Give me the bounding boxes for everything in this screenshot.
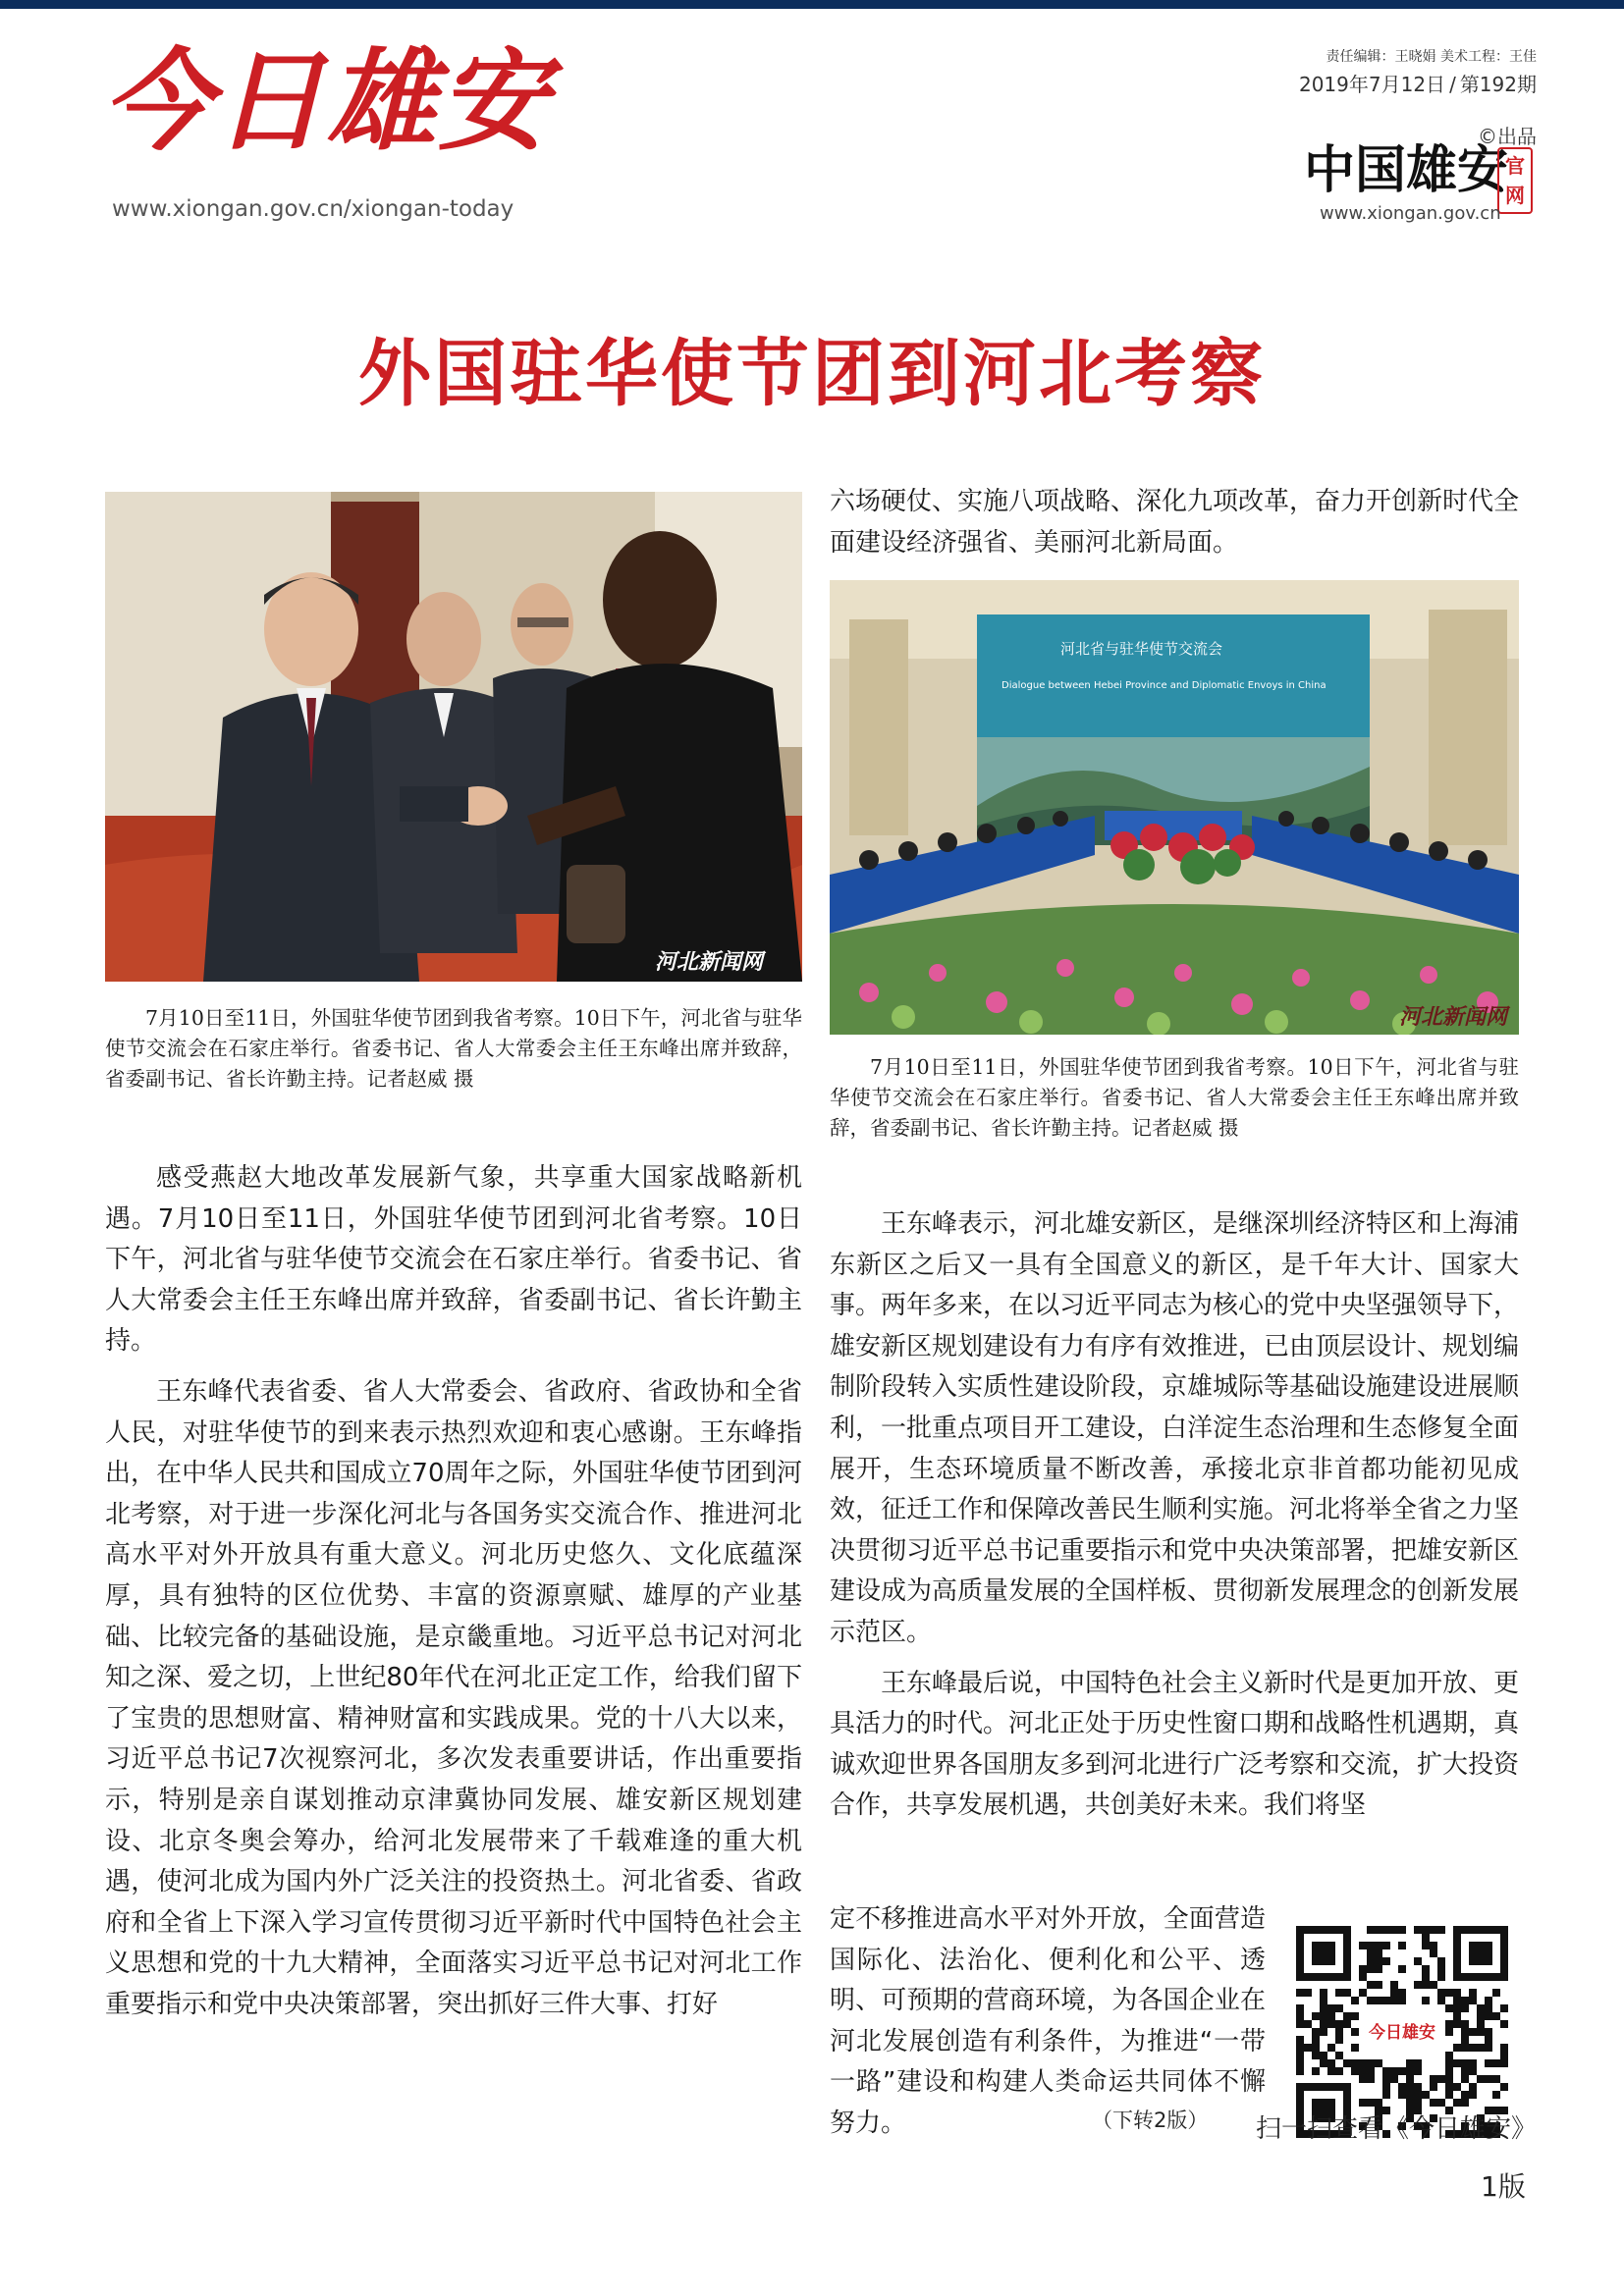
qr-module	[1398, 2091, 1406, 2099]
masthead-url[interactable]: www.xiongan.gov.cn/xiongan-today	[112, 196, 514, 222]
qr-module	[1335, 2036, 1343, 2044]
qr-module	[1296, 2012, 1304, 2020]
qr-module	[1430, 1926, 1437, 1934]
article-final-paragraph: 定不移推进高水平对外开放，全面营造国际化、法治化、便利化和公平、透明、可预期的营商环境，为各国企业在河北发展创造有利条件，为推进“一带一路”建设和构建人类命运共同体不懈努力。	[830, 1904, 1266, 2138]
qr-module	[1445, 2083, 1453, 2091]
qr-module	[1351, 2012, 1359, 2020]
article-paragraph: 王东峰最后说，中国特色社会主义新时代是更加开放、更具活力的时代。河北正处于历史性窗口期和战略性机遇期，真诚欢迎世界各国朋友多到河北进行广泛考察和交流，扩大投资合作，共享发展机遇，共创美好未来。我们将坚	[830, 1668, 1520, 1821]
qr-module	[1320, 2059, 1327, 2067]
qr-module	[1351, 1997, 1359, 2004]
qr-module	[1422, 1934, 1430, 1942]
qr-module	[1382, 1997, 1390, 2004]
qr-module	[1477, 2012, 1485, 2020]
qr-module	[1296, 1989, 1304, 1997]
qr-module	[1469, 2059, 1477, 2067]
qr-module	[1343, 2059, 1351, 2067]
qr-module	[1296, 2036, 1304, 2044]
produced-by: ©出品	[1478, 125, 1537, 148]
screen-subtitle: Dialogue between Hebei Province and Diplomatic Envoys in China	[1001, 680, 1326, 691]
qr-module	[1453, 2012, 1461, 2020]
qr-module	[1335, 2067, 1343, 2075]
qr-module	[1500, 2004, 1508, 2012]
qr-module	[1359, 2059, 1367, 2067]
qr-module	[1327, 2067, 1335, 2075]
qr-scan-label: 扫一扫查看《今日雄安》	[1256, 2114, 1538, 2144]
page-number: 1版	[1481, 2170, 1526, 2203]
qr-module	[1430, 2083, 1437, 2091]
qr-module	[1500, 2020, 1508, 2028]
qr-module	[1390, 1989, 1398, 1997]
qr-module	[1492, 1989, 1500, 1997]
qr-module	[1327, 2044, 1335, 2052]
qr-module	[1296, 2067, 1304, 2075]
qr-module	[1469, 1997, 1477, 2004]
qr-module	[1375, 1926, 1382, 1934]
qr-module	[1500, 2083, 1508, 2091]
qr-center-label: 今日雄安	[1369, 2023, 1435, 2043]
qr-module	[1382, 1926, 1390, 1934]
qr-module	[1430, 1949, 1437, 1957]
qr-module	[1485, 2044, 1492, 2052]
qr-module	[1406, 2099, 1414, 2107]
qr-module	[1430, 2099, 1437, 2107]
qr-module	[1461, 2004, 1469, 2012]
qr-module	[1430, 1942, 1437, 1949]
qr-module	[1406, 2075, 1414, 2083]
qr-module	[1477, 2004, 1485, 2012]
qr-module	[1367, 2059, 1375, 2067]
qr-module	[1359, 1973, 1367, 1981]
qr-module	[1398, 2067, 1406, 2075]
qr-module	[1296, 2020, 1304, 2028]
qr-module	[1461, 1997, 1469, 2004]
qr-module	[1375, 2059, 1382, 2067]
qr-module	[1312, 2044, 1320, 2052]
brand-seal: 官网	[1497, 147, 1533, 214]
qr-module	[1461, 2044, 1469, 2052]
qr-module	[1327, 2059, 1335, 2067]
qr-module	[1414, 1957, 1422, 1965]
qr-module	[1477, 2044, 1485, 2052]
qr-module	[1437, 1973, 1445, 1981]
qr-module	[1335, 2052, 1343, 2059]
qr-module	[1422, 2091, 1430, 2099]
qr-module	[1414, 1981, 1422, 1989]
qr-module	[1351, 2028, 1359, 2036]
brand-url[interactable]: www.xiongan.gov.cn	[1320, 203, 1501, 224]
qr-code[interactable]	[1296, 1926, 1508, 2138]
qr-module	[1398, 1942, 1406, 1949]
qr-module	[1382, 2067, 1390, 2075]
qr-module	[1461, 2036, 1469, 2044]
qr-module	[1312, 2012, 1320, 2020]
article-continuation-top: 六场硬仗、实施八项战略、深化九项改革，奋力开创新时代全面建设经济强省、美丽河北新局面。	[830, 487, 1520, 558]
qr-module	[1469, 2091, 1477, 2099]
qr-module	[1406, 2091, 1414, 2099]
qr-module	[1367, 2099, 1375, 2107]
qr-module	[1485, 2028, 1492, 2036]
qr-module	[1390, 1926, 1398, 1934]
qr-module	[1445, 1989, 1453, 1997]
qr-module	[1398, 1965, 1406, 1973]
qr-module	[1461, 2067, 1469, 2075]
qr-module	[1335, 2004, 1343, 2012]
qr-module	[1390, 1997, 1398, 2004]
qr-module	[1304, 1989, 1312, 1997]
qr-module	[1375, 1997, 1382, 2004]
qr-module	[1414, 1926, 1422, 1934]
qr-module	[1461, 2059, 1469, 2067]
qr-module	[1469, 1989, 1477, 1997]
qr-module	[1445, 2067, 1453, 2075]
qr-module	[1437, 1997, 1445, 2004]
screen-title: 河北省与驻华使节交流会	[1060, 640, 1223, 658]
qr-module	[1469, 2083, 1477, 2091]
qr-module	[1430, 1981, 1437, 1989]
qr-module	[1485, 2075, 1492, 2083]
qr-module	[1422, 1997, 1430, 2004]
qr-module	[1375, 1981, 1382, 1989]
qr-module	[1343, 2012, 1351, 2020]
qr-module	[1382, 2083, 1390, 2091]
qr-module	[1414, 2067, 1422, 2075]
qr-module	[1375, 1949, 1382, 1957]
qr-module	[1343, 1989, 1351, 1997]
qr-module	[1359, 1989, 1367, 1997]
qr-module	[1445, 2059, 1453, 2067]
qr-module	[1492, 2059, 1500, 2067]
qr-module	[1485, 1997, 1492, 2004]
issue-number: 第192期	[1459, 73, 1537, 96]
photo-handshake	[105, 492, 802, 982]
qr-code-graphic	[1296, 1926, 1508, 2138]
article-right-column	[830, 1204, 1519, 1837]
qr-module	[1359, 1965, 1367, 1973]
qr-module	[1461, 2091, 1469, 2099]
qr-module	[1477, 2020, 1485, 2028]
qr-module	[1437, 1957, 1445, 1965]
qr-module	[1351, 2059, 1359, 2067]
issue-date: 2019年7月12日	[1298, 73, 1446, 96]
qr-module	[1367, 1942, 1375, 1949]
article-left-column	[105, 1158, 802, 2035]
qr-module	[1375, 1957, 1382, 1965]
qr-module	[1453, 2044, 1461, 2052]
qr-module	[1367, 1926, 1375, 1934]
qr-module	[1351, 2044, 1359, 2052]
qr-module	[1445, 2004, 1453, 2012]
qr-module	[1327, 2012, 1335, 2020]
qr-module	[1500, 2052, 1508, 2059]
qr-module	[1398, 2083, 1406, 2091]
qr-module	[1422, 1965, 1430, 1973]
qr-module	[1398, 1926, 1406, 1934]
qr-module	[1335, 1989, 1343, 1997]
qr-module	[1320, 2012, 1327, 2020]
qr-module	[1296, 2059, 1304, 2067]
qr-module	[1304, 2020, 1312, 2028]
qr-module	[1461, 2099, 1469, 2107]
qr-module	[1382, 1957, 1390, 1965]
qr-module	[1485, 2059, 1492, 2067]
qr-module	[1312, 2028, 1320, 2036]
qr-module	[1382, 2091, 1390, 2099]
qr-module	[1359, 2075, 1367, 2083]
handshake-illustration	[105, 492, 802, 982]
qr-module	[1414, 2099, 1422, 2107]
qr-module	[1375, 1965, 1382, 1973]
qr-module	[1304, 2044, 1312, 2052]
qr-module	[1296, 2004, 1304, 2012]
qr-module	[1382, 1942, 1390, 1949]
qr-module	[1414, 2083, 1422, 2091]
qr-module	[1437, 1926, 1445, 1934]
qr-module	[1398, 1997, 1406, 2004]
qr-module	[1359, 2099, 1367, 2107]
qr-module	[1390, 2075, 1398, 2083]
headline: 外国驻华使节团到河北考察	[358, 332, 1266, 416]
qr-module	[1327, 2004, 1335, 2012]
qr-module	[1406, 2083, 1414, 2091]
qr-module	[1390, 2067, 1398, 2075]
qr-module	[1367, 1981, 1375, 1989]
qr-module	[1445, 2052, 1453, 2059]
qr-module	[1469, 2044, 1477, 2052]
qr-module	[1492, 2012, 1500, 2020]
qr-module	[1359, 1942, 1367, 1949]
qr-module	[1382, 2075, 1390, 2083]
brand-logo-text: 中国雄安	[1304, 140, 1509, 200]
qr-module	[1469, 2067, 1477, 2075]
issue-line: 2019年7月12日 / 第192期	[1298, 73, 1537, 96]
qr-module	[1367, 2075, 1375, 2083]
qr-module	[1320, 2020, 1327, 2028]
qr-module	[1445, 2075, 1453, 2083]
qr-module	[1327, 2020, 1335, 2028]
qr-module	[1367, 2067, 1375, 2075]
qr-module	[1367, 1949, 1375, 1957]
qr-module	[1485, 2004, 1492, 2012]
qr-module	[1445, 2028, 1453, 2036]
qr-module	[1375, 2099, 1382, 2107]
qr-module	[1320, 2028, 1327, 2036]
qr-finder-pattern	[1312, 1942, 1335, 1965]
photo-watermark-left: 河北新闻网	[655, 949, 764, 975]
qr-module	[1422, 1926, 1430, 1934]
qr-module	[1477, 2075, 1485, 2083]
qr-module	[1406, 2059, 1414, 2067]
qr-module	[1367, 1997, 1375, 2004]
qr-module	[1500, 2059, 1508, 2067]
qr-module	[1343, 2020, 1351, 2028]
article-paragraph: 王东峰代表省委、省人大常委会、省政府、省政协和全省人民，对驻华使节的到来表示热烈欢迎和衷心感谢。王东峰指出，在中华人民共和国成立70周年之际，外国驻华使节团到河北考察，对于进一步深化河北与各国务实交流合作、推进河北高水平对外开放具有重大意义。河北历史悠久、文化底蕴深厚，具有独特的区位优势、丰富的资源禀赋、雄厚的产业基础、比较完备的基础设施，是京畿重地。习近平总书记对河北知之深、爱之切，上世纪80年代在河北正定工作，给我们留下了宝贵的思想财富、精神财富和实践成果。党的十八大以来，习近平总书记7次视察河北，多次发表重要讲话，作出重要指示，特别是亲自谋划推动京津冀协同发展、雄安新区规划建设、北京冬奥会筹办，给河北发展带来了千载难逢的重大机遇，使河北成为国内外广泛关注的投资热土。河北省委、省政府和全省上下深入学习宣传贯彻习近平新时代中国特色社会主义思想和党的十九大精神，全面落实习近平总书记对河北工作重要指示和党中央决策部署，突出抓好三件大事、打好	[105, 1376, 802, 2019]
qr-module	[1320, 2004, 1327, 2012]
qr-module	[1453, 1997, 1461, 2004]
qr-module	[1359, 2067, 1367, 2075]
qr-module	[1414, 2059, 1422, 2067]
qr-module	[1390, 1981, 1398, 1989]
qr-module	[1296, 2052, 1304, 2059]
qr-module	[1461, 2075, 1469, 2083]
qr-module	[1296, 2044, 1304, 2052]
qr-module	[1312, 2036, 1320, 2044]
qr-module	[1422, 1981, 1430, 1989]
qr-module	[1445, 2020, 1453, 2028]
qr-module	[1469, 2028, 1477, 2036]
qr-module	[1351, 2067, 1359, 2075]
right-column-top	[830, 482, 1519, 573]
qr-module	[1453, 2020, 1461, 2028]
qr-module	[1335, 2020, 1343, 2028]
qr-module	[1492, 2091, 1500, 2099]
qr-module	[1500, 2044, 1508, 2052]
qr-module	[1437, 1989, 1445, 1997]
qr-module	[1453, 2083, 1461, 2091]
qr-module	[1461, 2020, 1469, 2028]
qr-module	[1485, 2036, 1492, 2044]
qr-module	[1335, 2028, 1343, 2036]
qr-module	[1437, 2099, 1445, 2107]
qr-module	[1414, 2091, 1422, 2099]
qr-module	[1367, 1957, 1375, 1965]
editors-credit: 责任编辑：王晓娟 美术工程：王佳	[1326, 49, 1537, 65]
qr-module	[1312, 2067, 1320, 2075]
qr-module	[1437, 2075, 1445, 2083]
qr-module	[1453, 2004, 1461, 2012]
masthead-title: 今日雄安	[102, 37, 550, 166]
qr-module	[1477, 2028, 1485, 2036]
qr-module	[1320, 2052, 1327, 2059]
qr-module	[1422, 1973, 1430, 1981]
article-paragraph: 感受燕赵大地改革发展新气象，共享重大国家战略新机遇。7月10日至11日，外国驻华使节团到河北省考察。10日下午，河北省与驻华使节交流会在石家庄举行。省委书记、省人大常委会主任王东峰出席并致辞，省委副书记、省长许勤主持。	[105, 1163, 802, 1357]
qr-module	[1320, 1989, 1327, 1997]
qr-module	[1485, 2012, 1492, 2020]
qr-module	[1422, 1942, 1430, 1949]
qr-module	[1375, 1942, 1382, 1949]
qr-module	[1453, 2059, 1461, 2067]
qr-module	[1398, 1989, 1406, 1997]
top-color-bar	[0, 0, 1624, 9]
qr-module	[1445, 2091, 1453, 2099]
photo-caption-right: 7月10日至11日，外国驻华使节团到我省考察。10日下午，河北省与驻华使节交流会在石家庄举行。省委书记、省人大常委会主任王东峰出席并致辞，省委副书记、省长许勤主持。记者赵威 摄	[830, 1055, 1519, 1140]
qr-module	[1453, 1989, 1461, 1997]
qr-module	[1367, 1965, 1375, 1973]
continued-note: （下转2版）	[1092, 2109, 1209, 2132]
qr-module	[1406, 2067, 1414, 2075]
photo-meeting-hall	[830, 580, 1519, 1035]
qr-finder-pattern	[1469, 1942, 1492, 1965]
photo-caption-left: 7月10日至11日，外国驻华使节团到我省考察。10日下午，河北省与驻华使节交流会在石家庄举行。省委书记、省人大常委会主任王东峰出席并致辞，省委副书记、省长许勤主持。记者赵威 摄	[105, 1006, 802, 1091]
qr-module	[1492, 2075, 1500, 2083]
article-paragraph: 王东峰表示，河北雄安新区，是继深圳经济特区和上海浦东新区之后又一具有全国意义的新区，是千年大计、国家大事。两年多来，在以习近平同志为核心的党中央坚强领导下，雄安新区规划建设有力有序有效推进，已由顶层设计、规划编制阶段转入实质性建设阶段，京雄城际等基础设施建设进展顺利，一批重点项目开工建设，白洋淀生态治理和生态修复全面展开，生态环境质量不断改善，承接北京非首都功能初见成效，征迁工作和保障改善民生顺利实施。河北将举全省之力坚决贯彻习近平总书记重要指示和党中央决策部署，把雄安新区建设成为高质量发展的全国样板、贯彻新发展理念的创新发展示范区。	[830, 1209, 1520, 1647]
photo-watermark-right: 河北新闻网	[1399, 1004, 1508, 1030]
qr-module	[1312, 2052, 1320, 2059]
qr-module	[1453, 2099, 1461, 2107]
qr-module	[1437, 1965, 1445, 1973]
qr-module	[1430, 2075, 1437, 2083]
meeting-hall-illustration	[830, 580, 1519, 1035]
qr-module	[1461, 2028, 1469, 2036]
qr-module	[1320, 1997, 1327, 2004]
